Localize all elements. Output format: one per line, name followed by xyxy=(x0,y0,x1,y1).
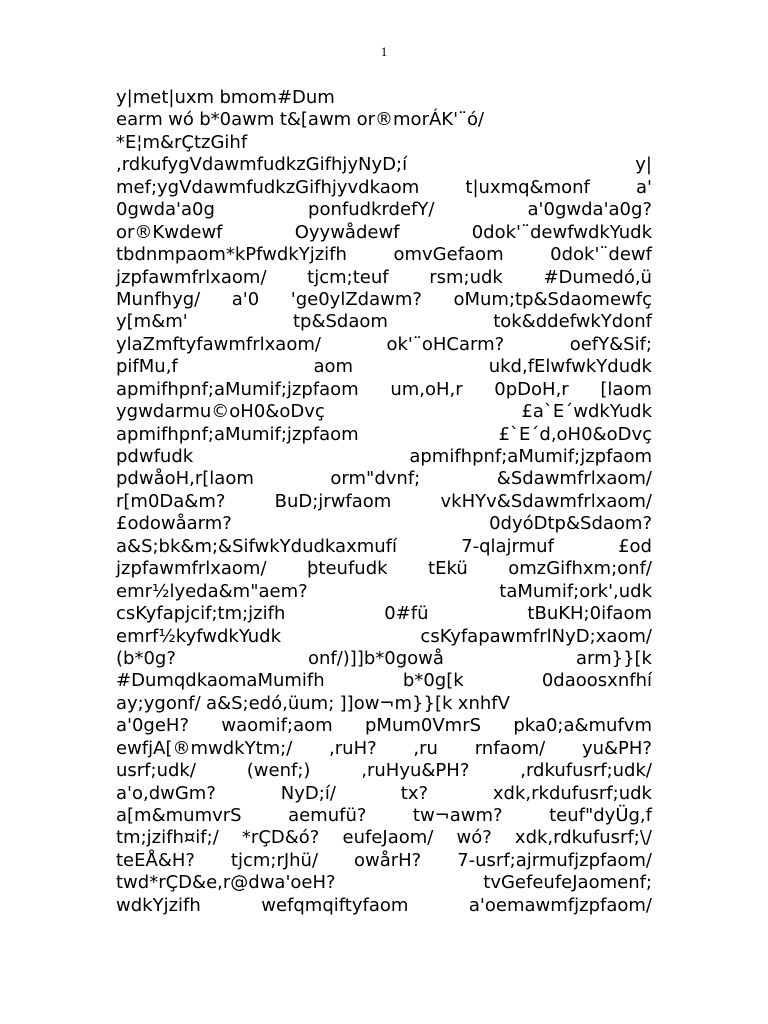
text-word: teEÅ&H? xyxy=(116,849,195,871)
text-word: ukd,fElwfwkYdudk xyxy=(488,356,652,378)
text-line xyxy=(116,334,652,356)
text-word: pka0;a&mufvm xyxy=(513,715,652,737)
text-word: £odowåarm? xyxy=(116,513,232,535)
text-word: tjcm;rJhü/ xyxy=(230,849,319,871)
body-text xyxy=(116,87,652,917)
text-word: tjcm;teuf xyxy=(307,266,389,288)
text-word: þteufudk xyxy=(307,558,388,580)
text-line xyxy=(116,536,652,558)
text-word: #DumqdkaomaMumifh xyxy=(116,670,325,692)
text-line xyxy=(116,760,652,782)
text-word: oMum;tp&Sdaomewfç xyxy=(453,288,652,310)
text-word: jzpfawmfrlxaom/ xyxy=(116,266,267,288)
text-word: arm}}[k xyxy=(575,647,652,669)
text-word: apmifhpnf;aMumif;jzpfaom xyxy=(116,378,359,400)
text-word: 0daoosxnfhí xyxy=(541,670,652,692)
text-word: emr½lyeda&m"aem? xyxy=(116,580,308,602)
text-word: emrf½kyfwdkYudk xyxy=(116,625,282,647)
text-line xyxy=(116,805,652,827)
text-word: ]]ow¬m}}[k xyxy=(339,692,453,714)
text-word: tp&Sdaom xyxy=(292,311,388,333)
text-word: xnhfV xyxy=(457,692,510,714)
text-line xyxy=(116,693,652,715)
text-word: mef;ygVdawmfudkzGifhjyvdkaom xyxy=(116,176,420,198)
text-word: wó? xyxy=(456,827,492,849)
text-word: earm xyxy=(116,109,163,131)
text-word: *E¦m&rÇtzGihf xyxy=(116,131,248,153)
text-word: 0gwda'a0g xyxy=(116,199,215,221)
text-word: Munfhyg/ xyxy=(116,288,201,310)
text-word: omzGifhxm;onf/ xyxy=(508,558,652,580)
text-line xyxy=(116,244,652,266)
text-line xyxy=(116,648,652,670)
text-word: NyD;í/ xyxy=(280,782,336,804)
text-word: tw¬awm? xyxy=(412,805,503,826)
text-line xyxy=(116,401,652,423)
text-word: ,ruH? xyxy=(329,737,377,759)
text-word: tvGefeufeJaomenf; xyxy=(483,872,652,894)
text-word: csKyfapjcif;tm;jzifh xyxy=(116,603,286,625)
text-word: a'0 xyxy=(231,288,260,310)
text-word: pifMu,f xyxy=(116,356,178,378)
text-word: oefY&Sif; xyxy=(569,333,652,355)
text-word: yu&PH? xyxy=(581,737,652,759)
text-word: pdwåoH,r[laom xyxy=(116,468,254,490)
text-line xyxy=(116,895,652,917)
text-word: ponfudkrdefY/ xyxy=(308,199,435,221)
text-word: y|met|uxm xyxy=(116,87,215,108)
text-word: wdkYjzifh xyxy=(116,894,201,916)
text-word: b*0g[k xyxy=(402,670,464,692)
text-word: owårH? xyxy=(353,849,422,871)
text-word: tBuKH;0ifaom xyxy=(527,603,652,625)
text-word: a' xyxy=(636,176,652,198)
text-line xyxy=(116,379,652,401)
text-word: £od xyxy=(618,535,652,557)
text-word: y[m&m' xyxy=(116,311,188,333)
text-word: taMumif;ork',udk xyxy=(499,580,652,602)
text-line xyxy=(116,738,652,760)
text-line xyxy=(116,670,652,692)
text-line xyxy=(116,491,652,513)
text-word: a&S;bk&m;&SifwkYdudkaxmufí xyxy=(116,535,397,557)
text-word: csKyfapawmfrlNyD;xaom/ xyxy=(420,625,652,647)
text-line xyxy=(116,468,652,490)
text-word: apmifhpnf;aMumif;jzpfaom xyxy=(116,423,359,445)
text-word: [laom xyxy=(600,378,652,400)
text-word: b*0awm xyxy=(199,109,275,131)
text-word: ,ru xyxy=(413,737,438,759)
text-word: 0pDoH,r xyxy=(494,378,569,400)
text-word: &Sdawmfrlxaom/ xyxy=(496,468,652,490)
text-word: usrf;udk/ xyxy=(116,760,196,782)
text-line xyxy=(116,827,652,849)
text-line xyxy=(116,872,652,894)
text-line xyxy=(116,87,652,109)
text-word: jzpfawmfrlxaom/ xyxy=(116,558,267,580)
text-word: wó xyxy=(168,109,194,131)
text-word: tbdnmpaom*kPfwdkYjzifh xyxy=(116,244,347,266)
text-line xyxy=(116,154,652,176)
text-word: bmom#Dum xyxy=(219,87,335,108)
text-word: 7-qlajrmuf xyxy=(461,535,554,557)
text-line xyxy=(116,581,652,603)
text-line xyxy=(116,132,652,154)
text-word: pdwfudk xyxy=(116,446,194,467)
text-word: a'o,dwGm? xyxy=(116,782,216,804)
text-word: BuD;jrwfaom xyxy=(274,490,392,512)
text-word: um,oH,r xyxy=(390,378,463,400)
text-word: y| xyxy=(635,154,652,176)
text-word: ,rdkufusrf;udk/ xyxy=(520,760,652,782)
text-word: a'0geH? xyxy=(116,715,190,737)
text-word: aom xyxy=(313,356,354,378)
text-word: vkHYv&Sdawmfrlxaom/ xyxy=(440,490,652,512)
text-line xyxy=(116,715,652,737)
text-word: #Dumedó,ü xyxy=(543,266,652,288)
text-word: tm;jzifh¤if;/ xyxy=(116,827,219,849)
text-word: (b*0g? xyxy=(116,647,176,669)
text-line xyxy=(116,177,652,199)
text-word: ok'¨oHCarm? xyxy=(386,333,505,355)
text-line xyxy=(116,603,652,625)
text-word: rnfaom/ xyxy=(474,737,546,759)
text-word: aemufü? xyxy=(288,805,367,826)
text-word: Oyywådewf xyxy=(294,221,400,243)
text-word: ,rdkufygVdawmfudkzGifhjyNyD;í xyxy=(116,154,408,176)
text-word: teuf"dyÜg,f xyxy=(549,805,652,826)
text-word: twd*rÇD&e,r@dwa'oeH? xyxy=(116,872,336,894)
text-word: 0dok'¨dewfwdkYudk xyxy=(471,221,652,243)
text-word: r[m0Da&m? xyxy=(116,490,226,512)
text-word: £a`E´wdkYudk xyxy=(521,401,652,423)
text-line xyxy=(116,626,652,648)
text-line xyxy=(116,222,652,244)
text-word: or®Kwdewf xyxy=(116,221,223,243)
text-word: 0#fü xyxy=(384,603,429,625)
text-word: ylaZmftyfawmfrlxaom/ xyxy=(116,333,321,355)
text-line xyxy=(116,850,652,872)
text-word: xdk,rkdufusrf;udk xyxy=(492,782,652,804)
text-word: ygwdarmu©oH0&oDvç xyxy=(116,401,325,423)
text-word: wefqmqiftyfaom xyxy=(261,894,409,916)
text-word: tok&ddefwkYdonf xyxy=(493,311,652,333)
text-line xyxy=(116,267,652,289)
text-word: ,ruHyu&PH? xyxy=(361,760,470,782)
text-word: t|uxmq&monf xyxy=(465,176,590,198)
text-word: omvGefaom xyxy=(393,244,504,266)
text-word: a'oemawmfjzpfaom/ xyxy=(468,894,652,916)
text-word: 'ge0ylZdawm? xyxy=(290,288,422,310)
text-word: £`E´d,oH0&oDvç xyxy=(498,423,652,445)
text-word: 0dyóDtp&Sdaom? xyxy=(489,513,652,535)
text-word: tx? xyxy=(400,782,429,804)
text-word: 7-usrf;ajrmufjzpfaom/ xyxy=(457,849,652,871)
text-line xyxy=(116,109,652,131)
text-word: waomif;aom xyxy=(221,715,333,737)
text-line xyxy=(116,356,652,378)
text-line xyxy=(116,424,652,446)
text-line xyxy=(116,783,652,805)
text-word: a&S;edó,üum; xyxy=(206,692,335,714)
text-word: xdk,rdkufusrf;\/ xyxy=(514,827,652,849)
text-word: 0dok'¨dewf xyxy=(550,244,652,266)
text-line xyxy=(116,199,652,221)
text-word: (wenf;) xyxy=(246,760,311,782)
text-line xyxy=(116,558,652,580)
text-word: a'0gwda'a0g? xyxy=(527,199,652,221)
text-word: a[m&mumvrS xyxy=(116,805,242,826)
text-line xyxy=(116,513,652,535)
page-number: 1 xyxy=(380,44,388,59)
text-word: pMum0VmrS xyxy=(365,715,482,737)
text-word: apmifhpnf;aMumif;jzpfaom xyxy=(409,446,652,467)
text-word: eufeJaom/ xyxy=(342,827,434,849)
text-word: onf/)]]b*0gowå xyxy=(307,647,444,669)
text-line xyxy=(116,311,652,333)
text-word: tEkü xyxy=(428,558,468,580)
text-word: rsm;udk xyxy=(429,266,503,288)
text-word: or®morÁK'¨ó/ xyxy=(356,109,485,131)
text-word: *rÇD&ó? xyxy=(241,827,320,849)
text-line xyxy=(116,446,652,468)
text-word: orm"dvnf; xyxy=(330,468,421,490)
text-word: t&[awm xyxy=(279,109,352,131)
text-word: ay;ygonf/ xyxy=(116,692,201,714)
text-word: ewfjA[®mwdkYtm;/ xyxy=(116,737,293,759)
text-line xyxy=(116,289,652,311)
